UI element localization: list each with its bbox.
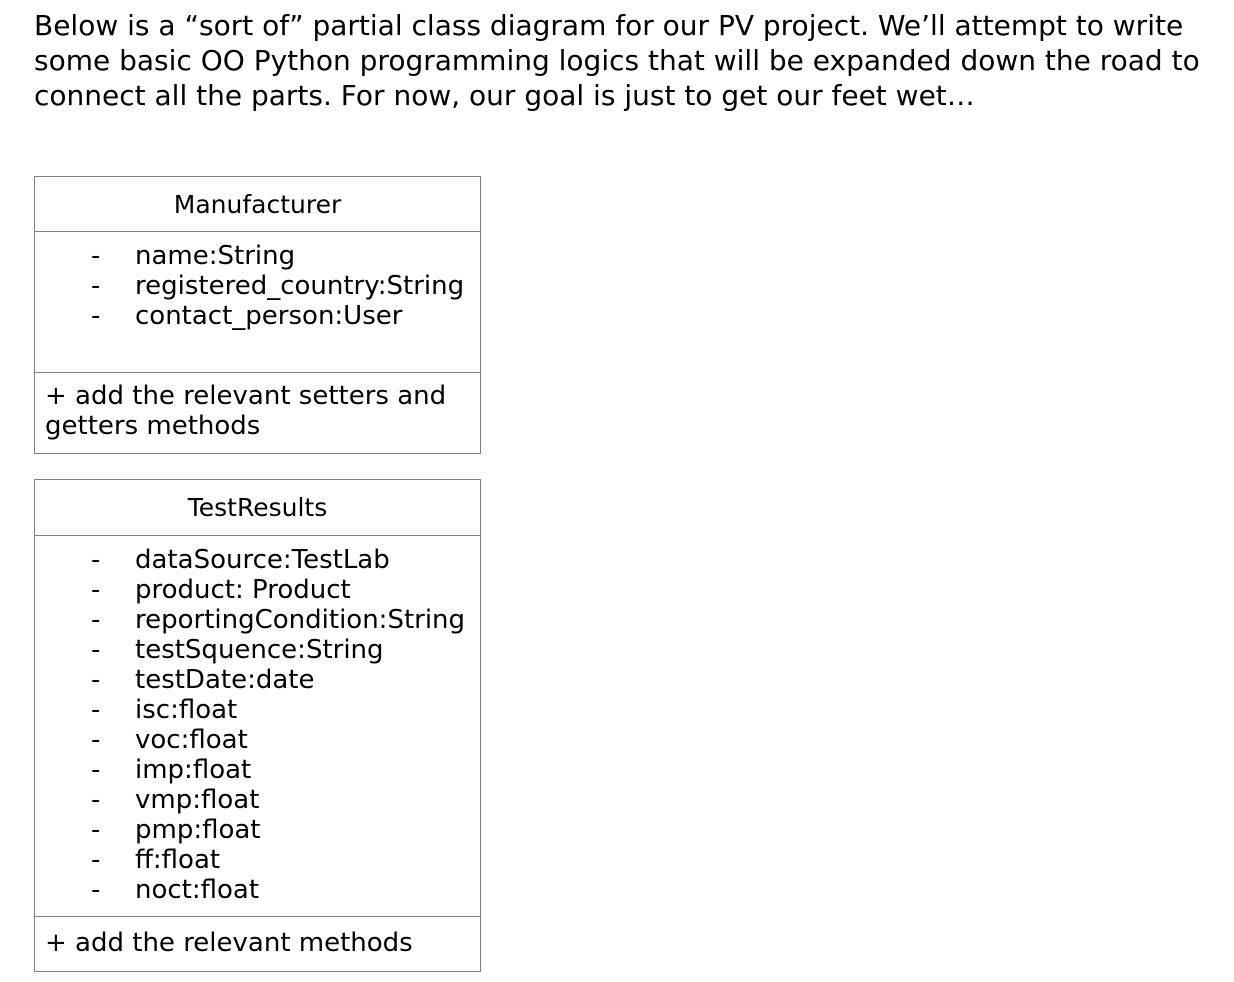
attribute-text: registered_country:String [135,271,465,301]
attribute-text: name:String [135,241,296,271]
attribute-row [35,271,480,301]
visibility-marker: - [91,815,101,845]
attribute-list [35,536,480,917]
attribute-row [35,241,480,271]
attribute-row [35,665,480,695]
attribute-text: reportingCondition:String [135,605,466,635]
attribute-row [35,545,480,575]
visibility-marker: - [91,271,101,301]
method-section: + add the relevant methods [45,928,413,958]
attribute-text: contact_person:User [135,301,403,331]
attribute-text: dataSource:TestLab [135,545,390,575]
attribute-row [35,875,480,905]
attribute-text: product: Product [135,575,351,605]
attribute-row [35,635,480,665]
attribute-row [35,845,480,875]
attribute-text: isc:float [135,695,238,725]
class-box-manufacturer [34,176,481,454]
visibility-marker: - [91,635,101,665]
class-name: Manufacturer [35,177,480,232]
attribute-text: noct:float [135,875,260,905]
attribute-row [35,815,480,845]
visibility-marker: - [91,605,101,635]
attribute-row [35,575,480,605]
attribute-row [35,755,480,785]
visibility-marker: - [91,785,101,815]
attribute-text: pmp:float [135,815,261,845]
visibility-marker: - [91,875,101,905]
attribute-text: vmp:float [135,785,260,815]
class-box-testresults [34,479,481,972]
visibility-marker: - [91,241,101,271]
intro-paragraph: Below is a “sort of” partial class diagram for our PV project. We’ll attempt to write some basic OO Python programming logics that will be expanded down the road to connect all the parts. For now, our goal is just to get our feet wet… [34,9,1200,112]
visibility-marker: - [91,545,101,575]
attribute-row [35,301,480,331]
attribute-row [35,785,480,815]
attribute-row [35,695,480,725]
visibility-marker: - [91,755,101,785]
attribute-row [35,725,480,755]
attribute-list [35,232,480,373]
visibility-marker: - [91,725,101,755]
attribute-row [35,605,480,635]
visibility-marker: - [91,665,101,695]
attribute-text: imp:float [135,755,252,785]
method-section: + add the relevant setters and getters methods [45,381,447,441]
attribute-text: testSquence:String [135,635,384,665]
class-name: TestResults [35,480,480,536]
visibility-marker: - [91,301,101,331]
attribute-text: voc:float [135,725,248,755]
visibility-marker: - [91,695,101,725]
attribute-text: ff:float [135,845,221,875]
visibility-marker: - [91,575,101,605]
attribute-text: testDate:date [135,665,315,695]
visibility-marker: - [91,845,101,875]
